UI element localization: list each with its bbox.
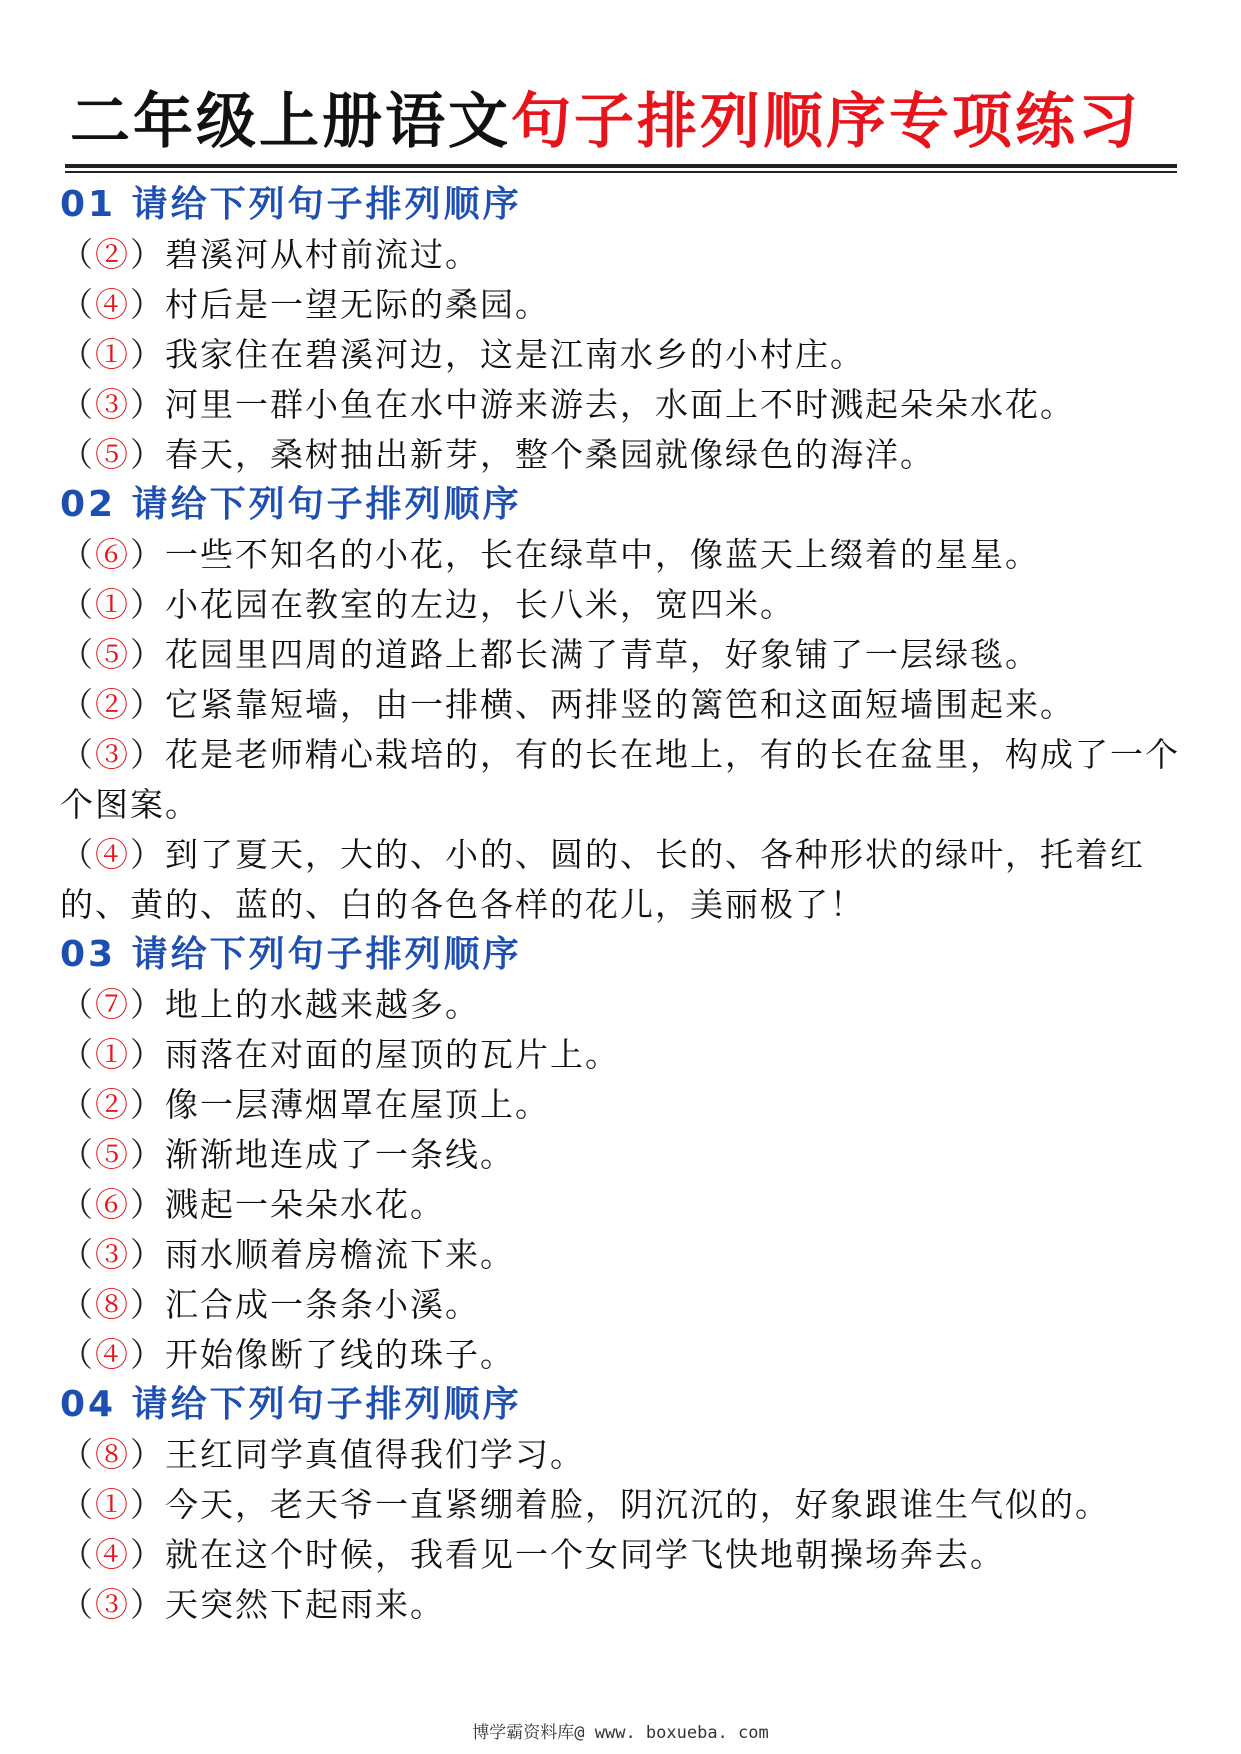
title-part-black: 二年级上册语文	[70, 87, 511, 157]
sentence-text: 地上的水越来越多。	[165, 985, 480, 1024]
section-heading: 03 请给下列句子排列顺序	[60, 934, 522, 975]
sentence-item	[60, 830, 1180, 930]
order-answer: ②	[95, 685, 130, 724]
order-answer: ①	[95, 335, 130, 374]
sentence-item	[60, 380, 1180, 430]
sentence-text: 就在这个时候，我看见一个女同学飞快地朝操场奔去。	[165, 1535, 1005, 1574]
sentence-item	[60, 280, 1180, 330]
open-paren: （	[60, 1335, 95, 1374]
open-paren: （	[60, 1085, 95, 1124]
sentence-item	[60, 1230, 1180, 1280]
sentence-text: 它紧靠短墙，由一排横、两排竖的篱笆和这面短墙围起来。	[165, 685, 1075, 724]
close-paren: ）	[130, 735, 165, 774]
order-answer: ③	[95, 735, 130, 774]
order-answer: ④	[95, 1535, 130, 1574]
sentence-text: 天突然下起雨来。	[165, 1585, 445, 1624]
sentence-text: 河里一群小鱼在水中游来游去，水面上不时溅起朵朵水花。	[165, 385, 1075, 424]
open-paren: （	[60, 335, 95, 374]
order-answer: ③	[95, 1585, 130, 1624]
open-paren: （	[60, 1235, 95, 1274]
sentence-text: 花是老师精心栽培的，有的长在地上，有的长在盆里，构成了一个个图案。	[60, 735, 1180, 824]
close-paren: ）	[130, 535, 165, 574]
sentence-text: 一些不知名的小花，长在绿草中，像蓝天上缀着的星星。	[165, 535, 1040, 574]
sentence-item	[60, 1030, 1180, 1080]
order-answer: ③	[95, 385, 130, 424]
order-answer: ④	[95, 835, 130, 874]
open-paren: （	[60, 735, 95, 774]
section-heading: 02 请给下列句子排列顺序	[60, 484, 522, 525]
open-paren: （	[60, 1035, 95, 1074]
close-paren: ）	[130, 1535, 165, 1574]
sentence-item	[60, 1480, 1180, 1530]
close-paren: ）	[130, 1485, 165, 1524]
open-paren: （	[60, 235, 95, 274]
sentence-text: 我家住在碧溪河边，这是江南水乡的小村庄。	[165, 335, 865, 374]
open-paren: （	[60, 835, 95, 874]
sentence-item	[60, 630, 1180, 680]
order-answer: ⑧	[95, 1285, 130, 1324]
close-paren: ）	[130, 1185, 165, 1224]
order-answer: ⑥	[95, 535, 130, 574]
footer-source: 博学霸资料库@ www. boxueba. com	[472, 1723, 769, 1743]
title-underline-thin	[65, 171, 1177, 173]
sentence-text: 溅起一朵朵水花。	[165, 1185, 445, 1224]
sentence-text: 小花园在教室的左边，长八米，宽四米。	[165, 585, 795, 624]
order-answer: ⑤	[95, 435, 130, 474]
sentence-item	[60, 580, 1180, 630]
sentence-text: 王红同学真值得我们学习。	[165, 1435, 585, 1474]
order-answer: ①	[95, 1485, 130, 1524]
close-paren: ）	[130, 385, 165, 424]
close-paren: ）	[130, 435, 165, 474]
close-paren: ）	[130, 1435, 165, 1474]
open-paren: （	[60, 985, 95, 1024]
sentence-item	[60, 680, 1180, 730]
order-answer: ⑧	[95, 1435, 130, 1474]
close-paren: ）	[130, 1085, 165, 1124]
order-answer: ①	[95, 1035, 130, 1074]
order-answer: ⑥	[95, 1185, 130, 1224]
sentence-item	[60, 1130, 1180, 1180]
close-paren: ）	[130, 835, 165, 874]
sentence-item	[60, 530, 1180, 580]
open-paren: （	[60, 385, 95, 424]
order-answer: ③	[95, 1235, 130, 1274]
open-paren: （	[60, 1585, 95, 1624]
open-paren: （	[60, 635, 95, 674]
sentence-item	[60, 980, 1180, 1030]
order-answer: ⑦	[95, 985, 130, 1024]
sentence-text: 花园里四周的道路上都长满了青草，好象铺了一层绿毯。	[165, 635, 1040, 674]
open-paren: （	[60, 535, 95, 574]
open-paren: （	[60, 685, 95, 724]
open-paren: （	[60, 1485, 95, 1524]
close-paren: ）	[130, 685, 165, 724]
title-underline-thick	[65, 164, 1177, 168]
sentence-text: 渐渐地连成了一条线。	[165, 1135, 515, 1174]
page-title	[70, 87, 1180, 157]
sentence-item	[60, 1330, 1180, 1380]
open-paren: （	[60, 435, 95, 474]
sentence-item	[60, 330, 1180, 380]
sentence-text: 开始像断了线的珠子。	[165, 1335, 515, 1374]
sentence-item	[60, 1530, 1180, 1580]
open-paren: （	[60, 285, 95, 324]
exercise-content	[60, 180, 1180, 1630]
open-paren: （	[60, 585, 95, 624]
sentence-text: 村后是一望无际的桑园。	[165, 285, 550, 324]
close-paren: ）	[130, 1135, 165, 1174]
close-paren: ）	[130, 585, 165, 624]
close-paren: ）	[130, 1585, 165, 1624]
open-paren: （	[60, 1185, 95, 1224]
order-answer: ②	[95, 235, 130, 274]
close-paren: ）	[130, 1335, 165, 1374]
sentence-item	[60, 430, 1180, 480]
order-answer: ②	[95, 1085, 130, 1124]
sentence-text: 雨落在对面的屋顶的瓦片上。	[165, 1035, 620, 1074]
sentence-item	[60, 1430, 1180, 1480]
open-paren: （	[60, 1435, 95, 1474]
sentence-item	[60, 1080, 1180, 1130]
section-heading: 01 请给下列句子排列顺序	[60, 184, 522, 225]
open-paren: （	[60, 1135, 95, 1174]
sentence-item	[60, 1280, 1180, 1330]
order-answer: ④	[95, 285, 130, 324]
close-paren: ）	[130, 1235, 165, 1274]
sentence-item	[60, 1180, 1180, 1230]
order-answer: ⑤	[95, 1135, 130, 1174]
close-paren: ）	[130, 635, 165, 674]
order-answer: ④	[95, 1335, 130, 1374]
close-paren: ）	[130, 285, 165, 324]
open-paren: （	[60, 1285, 95, 1324]
close-paren: ）	[130, 335, 165, 374]
section-heading: 04 请给下列句子排列顺序	[60, 1384, 522, 1425]
close-paren: ）	[130, 1285, 165, 1324]
order-answer: ⑤	[95, 635, 130, 674]
sentence-item	[60, 1580, 1180, 1630]
sentence-text: 像一层薄烟罩在屋顶上。	[165, 1085, 550, 1124]
sentence-text: 春天，桑树抽出新芽，整个桑园就像绿色的海洋。	[165, 435, 935, 474]
sentence-item	[60, 230, 1180, 280]
close-paren: ）	[130, 235, 165, 274]
close-paren: ）	[130, 985, 165, 1024]
sentence-text: 汇合成一条条小溪。	[165, 1285, 480, 1324]
sentence-item	[60, 730, 1180, 830]
open-paren: （	[60, 1535, 95, 1574]
sentence-text: 到了夏天，大的、小的、圆的、长的、各种形状的绿叶，托着红的、黄的、蓝的、白的各色各样的花儿，美丽极了！	[60, 835, 1145, 924]
title-part-red: 句子排列顺序专项练习	[511, 87, 1141, 157]
sentence-text: 碧溪河从村前流过。	[165, 235, 480, 274]
sentence-text: 雨水顺着房檐流下来。	[165, 1235, 515, 1274]
close-paren: ）	[130, 1035, 165, 1074]
order-answer: ①	[95, 585, 130, 624]
sentence-text: 今天，老天爷一直紧绷着脸，阴沉沉的，好象跟谁生气似的。	[165, 1485, 1110, 1524]
